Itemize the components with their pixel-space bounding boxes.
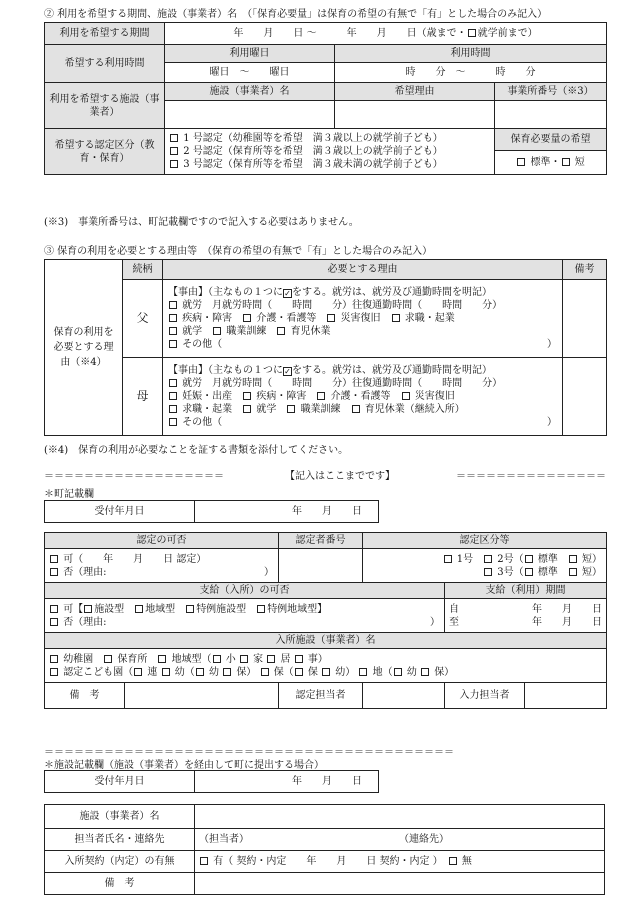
section3-heading: ③ 保育の利用を必要とする理由等 （保育の希望の有無で「有」とした場合のみ記入） [44, 246, 433, 257]
fac-nursery-checkbox[interactable] [104, 655, 112, 663]
father-remarks[interactable] [563, 280, 607, 358]
father-care-checkbox[interactable] [243, 314, 251, 322]
fac-kind-kind-checkbox[interactable] [196, 668, 204, 676]
mother-illness-checkbox[interactable] [243, 392, 251, 400]
facility-type-cell: 幼稚園 保育所 地域型（ 小 家 居 事） 認定こども園（ 連 幼（ 幼 保） 保（ 保 幼） 地（ 幼 保） [45, 649, 607, 683]
contact-cell[interactable]: （担当者） （連絡先） [195, 829, 605, 851]
facility-received-label: 受付年月日 [45, 771, 195, 793]
fac-reg-type-checkbox[interactable] [359, 668, 367, 676]
supply-special-facility-checkbox[interactable] [186, 605, 194, 613]
fac-reg-nurs-checkbox[interactable] [421, 668, 429, 676]
supply-period-cell[interactable]: 自 年 月 日 至 年 月 日 [445, 599, 607, 633]
facility-remarks-input[interactable] [195, 873, 605, 895]
mother-remarks[interactable] [563, 358, 607, 436]
fac-home-checkbox[interactable] [240, 655, 248, 663]
supply-yes-checkbox[interactable] [50, 605, 58, 613]
town-received-value[interactable]: 年 月 日 [195, 501, 379, 523]
fac-nurs-nurs-checkbox[interactable] [295, 668, 303, 676]
contract-yes-checkbox[interactable] [200, 857, 208, 865]
section3-table [44, 259, 607, 436]
period-value[interactable]: 年 月 日 〜 年 月 日（歳まで・ 就学前まで） [165, 23, 607, 45]
town-table [44, 532, 607, 709]
mother-training-checkbox[interactable] [287, 405, 295, 413]
class-3-std-checkbox[interactable] [525, 568, 533, 576]
town-heading: ＊町記載欄 [44, 489, 94, 500]
fac-kindergarten-checkbox[interactable] [50, 655, 58, 663]
facility-received-table [44, 770, 379, 793]
reason-header: 希望理由 [335, 83, 495, 101]
facility-name-header: 施設（事業者）名 [165, 83, 335, 101]
divider-facility: ＝＝＝＝＝＝＝＝＝＝＝＝＝＝＝＝＝＝＝＝＝＝＝＝＝＝＝＝＝＝＝＝＝＝＝＝＝＝＝＝＝ [44, 747, 454, 758]
relation-header: 続柄 [123, 260, 163, 280]
checked-box-icon: ✓ [284, 367, 291, 376]
facility-section-heading: ＊施設記載欄（施設（事業者）を経由して町に提出する場合） [44, 760, 324, 771]
father-training-checkbox[interactable] [213, 327, 221, 335]
class-header: 認定区分等 [363, 533, 607, 549]
input-person-label: 入力担当者 [445, 683, 525, 709]
input-person-input[interactable] [525, 683, 607, 709]
days-value[interactable]: 曜日 〜 曜日 [165, 63, 335, 83]
office-no-input[interactable] [495, 101, 607, 129]
facility-remarks-label: 備 考 [45, 873, 195, 895]
supply-cell: 可【 施設型 地域型 特例施設型 特例地域型】 否（理由: ） [45, 599, 445, 633]
supply-regional-checkbox[interactable] [135, 605, 143, 613]
fac-kind-type-checkbox[interactable] [162, 668, 170, 676]
fac-nurs-type-checkbox[interactable] [261, 668, 269, 676]
mother-disaster-checkbox[interactable] [402, 392, 410, 400]
cert-options: 1 号認定（幼稚園等を希望 満３歳以上の就学前子ども） 2 号認定（保育所等を希望 満３歳以上の就学前子ども） 3 号認定（保育所等を希望 満３歳未満の就学前子ども） [165, 129, 495, 175]
class-3-checkbox[interactable] [484, 568, 492, 576]
mother-pregnancy-checkbox[interactable] [169, 392, 177, 400]
divider-end-of-entry: ＝＝＝＝＝＝＝＝＝＝＝＝＝＝＝＝＝＝ 【記入はここまでです】 ＝＝＝＝＝＝＝＝＝＝＝＝＝＝＝ [44, 471, 606, 482]
reason-left-label: 保育の利用を必要とする理由（※4） [45, 260, 123, 436]
fac-kodomoen-checkbox[interactable] [50, 668, 58, 676]
fac-nurs-kind-checkbox[interactable] [322, 668, 330, 676]
class-1-checkbox[interactable] [444, 555, 452, 563]
contract-no-checkbox[interactable] [449, 857, 457, 865]
section2-table [44, 22, 607, 175]
mother-reasons: 【事由】（主なもの１つに✓をする。就労は、就労及び通勤時間を明記） 就労 月就労時間（ 時間 分）往復通勤時間（ 時間 分） 妊娠・出産 疾病・障害 介護・看護等 災害復旧 求職・起業 就学 職業訓練 育児休業（継続入所） その他（ ） [163, 358, 563, 436]
mother-jobhunt-checkbox[interactable] [169, 405, 177, 413]
cert-person-input[interactable] [363, 683, 445, 709]
father-disaster-checkbox[interactable] [327, 314, 335, 322]
fac-reg-kind-checkbox[interactable] [394, 668, 402, 676]
cert-2-checkbox[interactable] [170, 147, 178, 155]
approval-header: 認定の可否 [45, 533, 279, 549]
supply-period-header: 支給（利用）期間 [445, 583, 607, 599]
note3: (※3) 事業所番号は、町記載欄ですので記入する必要はありません。 [44, 217, 359, 228]
mother-care-checkbox[interactable] [317, 392, 325, 400]
cert-3-checkbox[interactable] [170, 160, 178, 168]
fac-small-checkbox[interactable] [213, 655, 221, 663]
need-standard-checkbox[interactable] [517, 158, 525, 166]
need-short-checkbox[interactable] [562, 158, 570, 166]
supply-no-checkbox[interactable] [50, 618, 58, 626]
fac-regional-checkbox[interactable] [158, 655, 166, 663]
mother-label: 母 [123, 358, 163, 436]
school-checkbox[interactable] [468, 29, 476, 37]
father-work-checkbox[interactable] [169, 301, 177, 309]
cert-label: 希望する認定区分（教育・保育） [45, 129, 165, 175]
hours-header: 利用時間 [335, 45, 607, 63]
father-childcare-leave-checkbox[interactable] [277, 327, 285, 335]
facility-name-value[interactable] [195, 805, 605, 829]
time-label: 希望する利用時間 [45, 45, 165, 83]
class-3-short-checkbox[interactable] [569, 568, 577, 576]
facility-label: 利用を希望する施設（事業者） [45, 83, 165, 129]
period-label: 利用を希望する期間 [45, 23, 165, 45]
office-no-header: 事業所番号（※3） [495, 83, 607, 101]
supply-facility-checkbox[interactable] [84, 605, 92, 613]
mother-other-checkbox[interactable] [169, 418, 177, 426]
remarks-header: 備考 [563, 260, 607, 280]
fac-link-checkbox[interactable] [134, 668, 142, 676]
cert-1-checkbox[interactable] [170, 134, 178, 142]
approve-yes-checkbox[interactable] [50, 555, 58, 563]
need-options: 標準・ 短 [495, 151, 607, 175]
cert-no-header: 認定者番号 [279, 533, 363, 549]
father-illness-checkbox[interactable] [169, 314, 177, 322]
approve-no-checkbox[interactable] [50, 568, 58, 576]
note4: (※4) 保育の利用が必要なことを証する書類を添付してください。 [44, 445, 349, 456]
cert-person-label: 認定担当者 [279, 683, 363, 709]
contract-label: 入所契約（内定）の有無 [45, 851, 195, 873]
fac-visit-checkbox[interactable] [267, 655, 275, 663]
facility-header: 入所施設（事業者）名 [45, 633, 607, 649]
hours-value[interactable]: 時 分 〜 時 分 [335, 63, 607, 83]
days-header: 利用曜日 [165, 45, 335, 63]
class-cell: 1号 2号（ 標準 短） 3号（ 標準 短） [363, 549, 607, 583]
town-received-label: 受付年月日 [45, 501, 195, 523]
father-study-checkbox[interactable] [169, 327, 177, 335]
need-header: 保育必要量の希望 [495, 129, 607, 151]
supply-special-regional-checkbox[interactable] [257, 605, 265, 613]
facility-table [44, 804, 605, 895]
mother-work-checkbox[interactable] [169, 379, 177, 387]
mother-childcare-leave-checkbox[interactable] [352, 405, 360, 413]
contact-label: 担当者氏名・連絡先 [45, 829, 195, 851]
class-2-std-checkbox[interactable] [525, 555, 533, 563]
facility-name-label: 施設（事業者）名 [45, 805, 195, 829]
town-remarks-input[interactable] [125, 683, 279, 709]
fac-kind-nurs-checkbox[interactable] [223, 668, 231, 676]
facility-name-input[interactable] [165, 101, 335, 129]
class-2-short-checkbox[interactable] [569, 555, 577, 563]
section2-heading: ② 利用を希望する期間、施設（事業者）名 （「保育必要量」は保育の希望の有無で「有」とした場合のみ記入） [44, 9, 548, 20]
town-received-table [44, 500, 379, 523]
father-other-checkbox[interactable] [169, 340, 177, 348]
town-remarks-label: 備 考 [45, 683, 125, 709]
reason-input[interactable] [335, 101, 495, 129]
mother-study-checkbox[interactable] [243, 405, 251, 413]
need-reason-header: 必要とする理由 [163, 260, 563, 280]
fac-office-checkbox[interactable] [295, 655, 303, 663]
contract-cell: 有（ 契約・内定 年 月 日 契約・内定 ） 無 [195, 851, 605, 873]
checked-box-icon: ✓ [284, 289, 291, 298]
supply-header: 支給（入所）の可否 [45, 583, 445, 599]
approval-cell: 可（ 年 月 日 認定） 否（理由: ） [45, 549, 279, 583]
class-2-checkbox[interactable] [484, 555, 492, 563]
father-jobhunt-checkbox[interactable] [392, 314, 400, 322]
father-label: 父 [123, 280, 163, 358]
father-reasons: 【事由】（主なもの１つに✓をする。就労は、就労及び通勤時間を明記） 就労 月就労時間（ 時間 分）往復通勤時間（ 時間 分） 疾病・障害 介護・看護等 災害復旧 求職・起業 就学 職業訓練 育児休業 その他（ ） [163, 280, 563, 358]
facility-received-value[interactable]: 年 月 日 [195, 771, 379, 793]
cert-no-input[interactable] [279, 549, 363, 583]
